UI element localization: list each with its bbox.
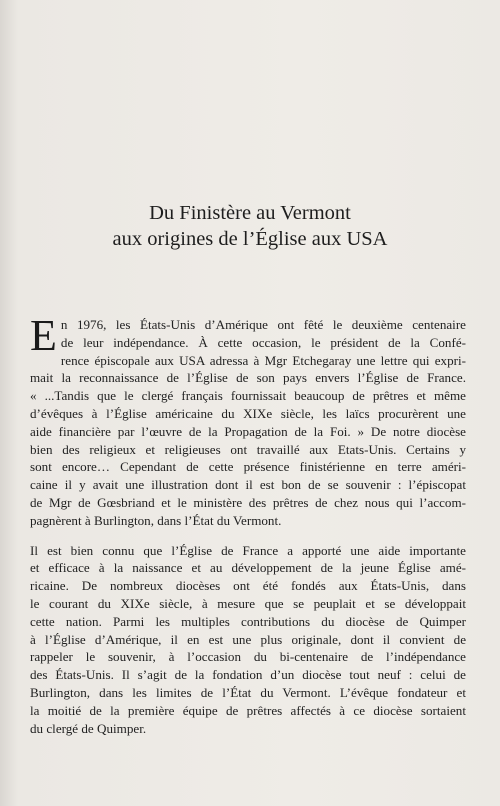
text-line: et efficace à la naissance et au développement de la jeune Église amé- <box>30 560 466 576</box>
chapter-title-line-1: Du Finistère au Vermont <box>149 202 351 224</box>
text-line: aide financière par l’œuvre de la Propagation de la Foi. » De notre diocèse <box>30 423 466 439</box>
paragraph-2 <box>30 542 466 738</box>
text-line: « ...Tandis que le clergé français fournissait beaucoup de prêtres et même <box>30 388 466 404</box>
text-line: rappeler le souvenir, à l’occasion du bi-centenaire de l’indépendance <box>30 649 466 665</box>
body-text <box>30 311 466 737</box>
text-line: rence épiscopale aux USA adressa à Mgr Etchegaray une lettre qui expri- <box>60 352 466 368</box>
chapter-title-line-2: aux origines de l’Église aux USA <box>112 228 388 250</box>
drop-cap: E <box>30 311 57 360</box>
text-line: Il est bien connu que l’Église de France a apporté une aide importante <box>30 542 466 558</box>
text-line: mait la reconnaissance de l’Église de son pays envers l’Église de France. <box>30 370 466 386</box>
text-line: cette nation. Parmi les multiples contributions du diocèse de Quimper <box>30 613 466 629</box>
text-line: caine il y avait une illustration dont il est bon de se souvenir : l’épiscopat <box>30 477 466 493</box>
text-line: du clergé de Quimper. <box>30 720 147 736</box>
text-line: pagnèrent à Burlington, dans l’État du Vermont. <box>30 512 282 528</box>
text-line: ricaine. De nombreux diocèses ont été fondés aux États-Unis, dans <box>30 578 466 594</box>
text-line: des États-Unis. Il s’agit de la fondation d’un diocèse tout neuf : celui de <box>30 667 466 683</box>
text-line: de leur indépendance. À cette occasion, le président de la Confé- <box>60 334 466 350</box>
text-line: de Mgr de Gœsbriand et le ministère des prêtres de chez nous qui l’accom- <box>30 494 466 510</box>
text-line: d’évêques à l’Église américaine du XIXe siècle, les laïcs procurèrent une <box>30 405 466 421</box>
text-line: le courant du XIXe siècle, à mesure que se peuplait et se développait <box>30 595 466 611</box>
chapter-title <box>0 200 500 252</box>
text-line: sont encore… Cependant de cette présence finistérienne en terre améri- <box>30 459 466 475</box>
text-line: Burlington, dans les limites de l’État du Vermont. L’évêque fondateur et <box>30 684 466 700</box>
text-line: bien des religieux et religieuses ont travaillé aux Etats-Unis. Certains y <box>30 441 466 457</box>
text-line: n 1976, les États-Unis d’Amérique ont fêté le deuxième centenaire <box>60 317 466 332</box>
text-line: la moitié de la première équipe de prêtres affectés à ce diocèse sortaient <box>30 702 466 718</box>
text-line: à l’Église d’Amérique, il en est une plus originale, dont il convient de <box>30 631 466 647</box>
paragraph-1 <box>30 311 466 530</box>
